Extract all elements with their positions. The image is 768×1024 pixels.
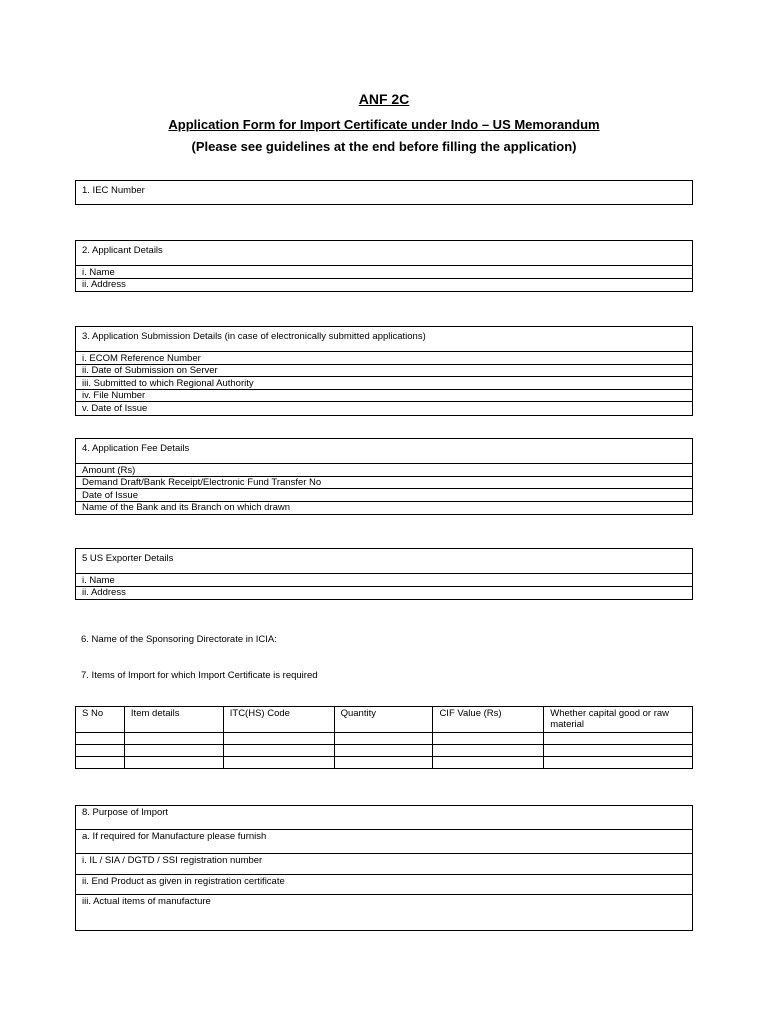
column-header-sno: S No bbox=[76, 707, 125, 733]
table-row bbox=[76, 757, 693, 769]
ecom-reference-field[interactable]: i. ECOM Reference Number bbox=[76, 352, 692, 365]
actual-items-field[interactable]: iii. Actual items of manufacture bbox=[82, 896, 211, 907]
table-cell[interactable] bbox=[544, 745, 693, 757]
column-header-item-details: Item details bbox=[124, 707, 223, 733]
applicant-details-section bbox=[75, 240, 693, 292]
items-of-import-label: 7. Items of Import for which Import Certificate is required bbox=[81, 670, 318, 681]
sponsoring-directorate-label: 6. Name of the Sponsoring Directorate in ICIA: bbox=[81, 634, 277, 645]
column-header-capital-good: Whether capital good or raw material bbox=[544, 707, 693, 733]
table-cell[interactable] bbox=[124, 733, 223, 745]
table-cell[interactable] bbox=[124, 757, 223, 769]
table-cell[interactable] bbox=[334, 745, 433, 757]
applicant-name-field[interactable]: i. Name bbox=[76, 266, 692, 279]
table-row bbox=[76, 745, 693, 757]
fee-details-section bbox=[75, 438, 693, 515]
exporter-address-field[interactable]: ii. Address bbox=[82, 587, 126, 598]
fee-issue-date-field[interactable]: Date of Issue bbox=[76, 489, 692, 502]
us-exporter-section bbox=[75, 548, 693, 600]
table-cell[interactable] bbox=[124, 745, 223, 757]
section-header: 4. Application Fee Details bbox=[76, 439, 692, 464]
table-cell[interactable] bbox=[223, 733, 334, 745]
registration-number-field[interactable]: i. IL / SIA / DGTD / SSI registration number bbox=[76, 854, 692, 875]
section-header: 3. Application Submission Details (in case of electronically submitted applications) bbox=[76, 327, 692, 352]
table-header-row bbox=[76, 707, 693, 733]
table-cell[interactable] bbox=[334, 733, 433, 745]
submission-details-section bbox=[75, 326, 693, 416]
iec-number-label: 1. IEC Number bbox=[82, 185, 145, 196]
table-cell[interactable] bbox=[76, 733, 125, 745]
table-cell[interactable] bbox=[76, 757, 125, 769]
form-guideline-note: (Please see guidelines at the end before filling the application) bbox=[191, 139, 577, 154]
purpose-of-import-section bbox=[75, 805, 693, 931]
form-code-title: ANF 2C bbox=[358, 91, 410, 107]
form-title: Application Form for Import Certificate under Indo – US Memorandum bbox=[168, 117, 600, 132]
bank-branch-field[interactable]: Name of the Bank and its Branch on which drawn bbox=[82, 502, 291, 513]
table-cell[interactable] bbox=[433, 757, 544, 769]
table-cell[interactable] bbox=[223, 757, 334, 769]
submission-date-field[interactable]: ii. Date of Submission on Server bbox=[76, 365, 692, 378]
table-cell[interactable] bbox=[433, 733, 544, 745]
end-product-field[interactable]: ii. End Product as given in registration certificate bbox=[76, 875, 692, 895]
table-cell[interactable] bbox=[223, 745, 334, 757]
column-header-itc-hs-code: ITC(HS) Code bbox=[223, 707, 334, 733]
table-row bbox=[76, 733, 693, 745]
table-cell[interactable] bbox=[76, 745, 125, 757]
section-header: 8. Purpose of Import bbox=[76, 806, 692, 830]
applicant-address-field[interactable]: ii. Address bbox=[82, 279, 126, 290]
table-cell[interactable] bbox=[544, 733, 693, 745]
table-cell[interactable] bbox=[334, 757, 433, 769]
exporter-name-field[interactable]: i. Name bbox=[76, 574, 692, 587]
column-header-quantity: Quantity bbox=[334, 707, 433, 733]
table-cell[interactable] bbox=[544, 757, 693, 769]
items-table bbox=[75, 706, 693, 769]
column-header-cif-value: CIF Value (Rs) bbox=[433, 707, 544, 733]
section-header: 5 US Exporter Details bbox=[76, 549, 692, 574]
amount-field[interactable]: Amount (Rs) bbox=[76, 464, 692, 477]
regional-authority-field[interactable]: iii. Submitted to which Regional Authority bbox=[76, 377, 692, 390]
table-cell[interactable] bbox=[433, 745, 544, 757]
file-number-field[interactable]: iv. File Number bbox=[76, 390, 692, 403]
demand-draft-field[interactable]: Demand Draft/Bank Receipt/Electronic Fund Transfer No bbox=[76, 477, 692, 490]
issue-date-field[interactable]: v. Date of Issue bbox=[82, 402, 148, 414]
manufacture-info-label: a. If required for Manufacture please furnish bbox=[76, 830, 692, 854]
iec-number-field[interactable] bbox=[75, 180, 693, 205]
section-header: 2. Applicant Details bbox=[76, 241, 692, 266]
